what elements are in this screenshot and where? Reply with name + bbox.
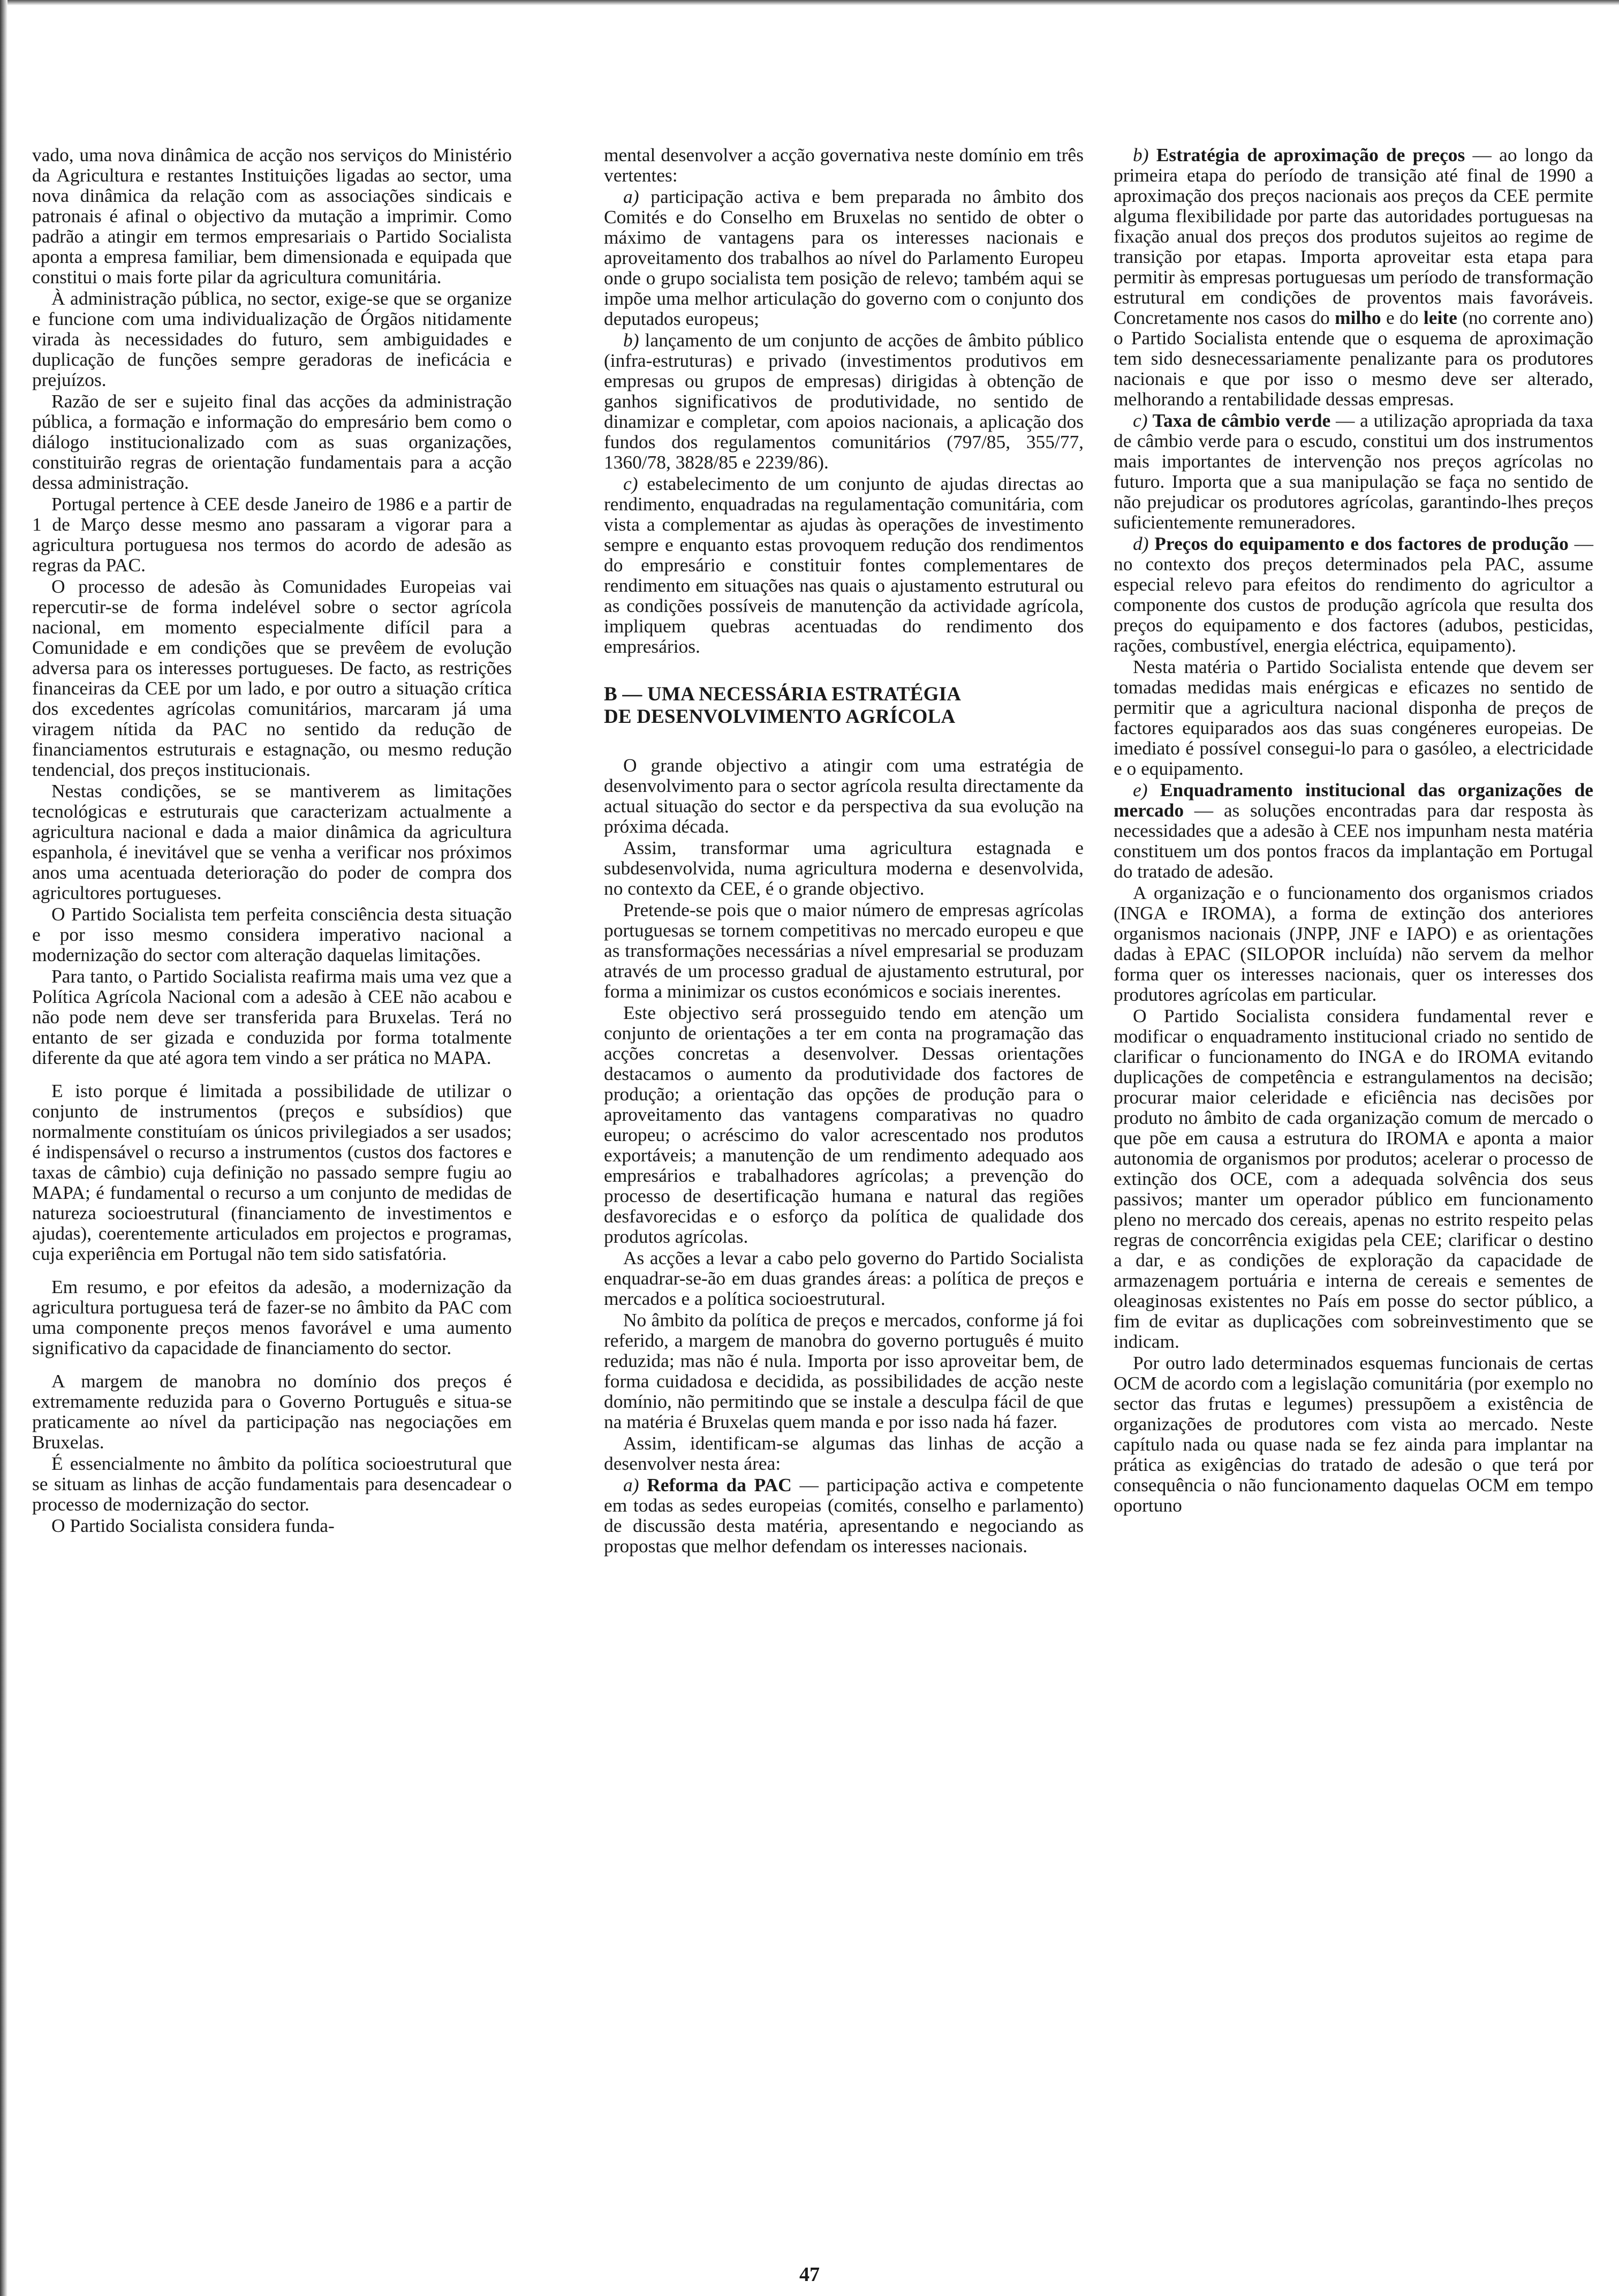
paragraph-text: estabelecimento de um conjunto de ajudas directas ao rendimento, enquadradas na regulamentação comunitária, com vista a complementar as ajudas às operações de investimento sempre e enquanto estas provoquem redução dos rendimentos do empresário e constituir fontes complementares de rendimento em situações nas quais o ajustamento estrutural ou as condições possíveis de manutenção da actividade agrícola, impliquem quebras acentuadas do rendimento dos empresários. (604, 473, 1084, 657)
paragraph: O grande objectivo a atingir com uma estratégia de desenvolvimento para o sector agrícola resulta directamente da actual situação do sector e da perspectiva da sua evolução na próxima década. (604, 754, 1084, 837)
paragraph: Portugal pertence à CEE desde Janeiro de 1986 e a partir de 1 de Março desse mesmo ano passaram a vigorar para a agricultura portuguesa nos termos do acordo de adesão as regras da PAC. (32, 493, 512, 576)
paragraph-text: participação activa e bem preparada no âmbito dos Comités e do Conselho em Bruxelas no sentido de obter o máximo de vantagens para os interesses nacionais e aproveitamento dos trabalhos ao nível do Parlamento Europeu onde o grupo socialista tem posição de relevo; também aqui se impõe uma melhor articulação do governo com o conjunto dos deputados europeus; (604, 186, 1084, 329)
list-item-title: Taxa de câmbio verde (1147, 410, 1331, 431)
list-marker: d) (1133, 533, 1149, 554)
paragraph: E isto porque é limitada a possibilidade de utilizar o conjunto de instrumentos (preços e subsídios) que normalmente constituíam os únicos privilegiados a ser usados; é indispensável o recurso a instrumentos (custos dos factores e taxas de câmbio) cuja definição no passado sempre fugiu ao MAPA; é fundamental o recurso a um conjunto de medidas de natureza socioestrutural (financiamento de investimentos e ajudas), coerentemente articulados em projectos e programas, cuja experiência em Portugal não tem sido satisfatória. (32, 1080, 512, 1264)
paragraph: vado, uma nova dinâmica de acção nos serviços do Ministério da Agricultura e restantes Instituições ligadas ao sector, uma nova dinâmica da relação com as associações sindicais e patronais é afinal o objectivo da mutação a imprimir. Como padrão a atingir em termos empresariais o Partido Socialista aponta a empresa familiar, bem dimensionada e equipada que constitui o mais forte pilar da agricultura comunitária. (32, 144, 512, 288)
scan-edge-left (0, 0, 7, 2296)
paragraph-text: — participação activa e competente em todas as sedes europeias (comités, conselho e parlamento) de discussão desta matéria, apresentando e negociando as propostas que melhor defendam os interesses nacionais. (604, 1474, 1084, 1557)
paragraph (604, 1475, 1084, 1556)
paragraph: A margem de manobra no domínio dos preços é extremamente reduzida para o Governo Português e situa-se praticamente ao nível da participação nas negociações em Bruxelas. (32, 1370, 512, 1453)
list-item-title: Enquadramento institucional das organizações de mercado (1114, 779, 1593, 821)
paragraph: As acções a levar a cabo pelo governo do Partido Socialista enquadrar-se-ão em duas grandes áreas: a política de preços e mercados e a política socioestrutural. (604, 1247, 1084, 1309)
paragraph: É essencialmente no âmbito da política socioestrutural que se situam as linhas de acção fundamentais para desencadear o processo de modernização do sector. (32, 1453, 512, 1515)
list-item-title: Estratégia de aproximação de preços (1148, 144, 1465, 165)
list-item-title: Reforma da PAC (639, 1474, 792, 1496)
text-column-3 (1114, 145, 1593, 1515)
page-number: 47 (799, 2263, 820, 2286)
paragraph (604, 186, 1084, 329)
paragraph (604, 330, 1084, 472)
section-heading-line: DE DESENVOLVIMENTO AGRÍCOLA (604, 706, 956, 728)
paragraph: Nestas condições, se se mantiverem as limitações tecnológicas e estruturais que caracterizam actualmente a agricultura nacional e dada a maior dinâmica da agricultura espanhola, é inevitável que se venha a verificar nos próximos anos uma acentuada deterioração do poder de compra dos agricultores portugueses. (32, 780, 512, 903)
list-marker: c) (623, 473, 638, 494)
list-marker: b) (1133, 144, 1149, 165)
paragraph (1114, 410, 1593, 532)
paragraph-text: (no corrente ano) o Partido Socialista entende que o esquema de aproximação tem sido desnecessariamente penalizante para os produtores nacionais e que por isso o mesmo deve ser alterado, melhorando a rentabilidade dessas empresas. (1114, 307, 1593, 410)
paragraph: Pretende-se pois que o maior número de empresas agrícolas portuguesas se tornem competitivas no mercado europeu e que as transformações necessárias a nível empresarial se produzam através de um processo gradual de ajustamento estrutural, por forma a minimizar os custos económicos e sociais inerentes. (604, 899, 1084, 1002)
paragraph-text: — ao longo da primeira etapa do período de transição até final de 1990 a aproximação dos preços nacionais aos preços da CEE permite alguma flexibilidade por parte das autoridades portuguesas na fixação anual dos preços dos produtos sujeitos ao regime de transição por etapas. Importa aproveitar esta etapa para permitir às empresas portuguesas um período de transformação estrutural em condições de proventos mais favoráveis. Concretamente nos casos do (1114, 144, 1594, 328)
scan-edge-top (0, 0, 1619, 5)
emphasis: milho (1335, 307, 1381, 328)
paragraph: Nesta matéria o Partido Socialista entende que devem ser tomadas medidas mais enérgicas e eficazes no sentido de permitir que a agricultura nacional disponha de preços de factores equiparados aos das suas congéneres europeias. De imediato é possível consegui-lo para o gasóleo, a electricidade e o equipamento. (1114, 656, 1593, 779)
text-column-2 (604, 145, 1084, 1556)
paragraph: Assim, identificam-se algumas das linhas de acção a desenvolver nesta área: (604, 1432, 1084, 1474)
paragraph: O Partido Socialista tem perfeita consciência desta situação e por isso mesmo considera imperativo nacional a modernização do sector com alteração daquelas limitações. (32, 903, 512, 965)
section-heading (604, 683, 1084, 728)
list-item-title: Preços do equipamento e dos factores de produção (1148, 533, 1569, 554)
paragraph: O Partido Socialista considera fundamental rever e modificar o enquadramento institucional criado no sentido de clarificar o funcionamento do INGA e do IROMA evitando duplicações de competência e estrangulamentos na decisão; procurar maior celeridade e eficiência nas decisões por produto no âmbito de cada organização comum de mercado o que põe em causa a estrutura do IROMA e aponta a maior autonomia de organismos por produtos; acelerar o processo de extinção dos OCE, com a adequada solvência dos seus passivos; manter um operador público em funcionamento pleno no mercado dos cereais, apenas no estrito respeito pelas regras de concorrência exigidas pela CEE; clarificar o destino a dar, e as condições de exploração da capacidade de armazenagem portuária e interna de cereais e sementes de oleaginosas existentes no País em posse do sector público, a fim de evitar as duplicações com sobreinvestimento que se indicam. (1114, 1005, 1593, 1352)
list-marker: e) (1133, 779, 1148, 800)
text-column-1 (32, 145, 512, 1536)
paragraph: No âmbito da política de preços e mercados, conforme já foi referido, a margem de manobra do governo português é muito reduzida; mas não é nula. Importa por isso aproveitar bem, de forma cuidadosa e decidida, as possibilidades de acção neste domínio, não permitindo que se instale a desculpa fácil de que na matéria é Bruxelas quem manda e por isso nada há fazer. (604, 1309, 1084, 1432)
paragraph: Este objectivo será prosseguido tendo em atenção um conjunto de orientações a ter em conta na programação das acções concretas a desenvolver. Dessas orientações destacamos o aumento da produtividade dos factores de produção; a orientação das opções de produção para o aproveitamento das vantagens comparativas no quadro europeu; o acréscimo do valor acrescentado nos produtos exportáveis; a manutenção de um rendimento adequado aos empresários e trabalhadores agrícolas; a prevenção do processo de desertificação humana e natural das regiões desfavorecidas e o esforço da política de qualidade dos produtos agrícolas. (604, 1002, 1084, 1247)
list-marker: c) (1133, 410, 1148, 431)
paragraph: A organização e o funcionamento dos organismos criados (INGA e IROMA), a forma de extinção dos anteriores organismos nacionais (JNPP, JNF e IAPO) e as orientações dadas à EPAC (SILOPOR incluída) não servem da melhor forma quer os interesses nacionais, quer os interesses dos produtores agrícolas em particular. (1114, 882, 1593, 1005)
paragraph: Por outro lado determinados esquemas funcionais de certas OCM de acordo com a legislação comunitária (por exemplo no sector das frutas e legumes) pressupõem a existência de organizações de produtores com vista ao mercado. Neste capítulo nada ou quase nada se fez ainda para implantar na prática as exigências do tratado de adesão o que terá por consequência o não funcionamento daquelas OCM em tempo oportuno (1114, 1352, 1593, 1516)
paragraph-text: — a utilização apropriada da taxa de câmbio verde para o escudo, constitui um dos instrumentos mais importantes de intervenção nos preços agrícolas no futuro. Importa que a sua manipulação se faça no sentido de não prejudicar os produtores agrícolas, garantindo-lhes preços suficientemente remuneradores. (1114, 410, 1593, 533)
paragraph (1114, 780, 1593, 881)
paragraph: Em resumo, e por efeitos da adesão, a modernização da agricultura portuguesa terá de fazer-se no âmbito da PAC com uma componente preços menos favorável e uma aumento significativo da capacidade de financiamento do sector. (32, 1276, 512, 1358)
list-marker: a) (623, 186, 639, 207)
paragraph-text: e do (1381, 307, 1424, 328)
paragraph (1114, 533, 1593, 655)
emphasis: leite (1423, 307, 1457, 328)
section-heading-line: B — UMA NECESSÁRIA ESTRATÉGIA (604, 683, 962, 705)
paragraph: Para tanto, o Partido Socialista reafirma mais uma vez que a Política Agrícola Nacional com a adesão à CEE não acabou e não pode nem deve ser transferida para Bruxelas. Terá no entanto de ser gizada e conduzida por forma totalmente diferente da que até agora tem vindo a ser prática no MAPA. (32, 965, 512, 1068)
paragraph: Assim, transformar uma agricultura estagnada e subdesenvolvida, numa agricultura moderna e desenvolvida, no contexto da CEE, é o grande objectivo. (604, 837, 1084, 899)
paragraph (604, 473, 1084, 656)
paragraph-text: — no contexto dos preços determinados pela PAC, assume especial relevo para efeitos do rendimento do agricultor a componente dos custos de produção agrícola que resulta dos preços do equipamento e dos factores (adubos, pesticidas, rações, combustível, energia eléctrica, equipamento). (1114, 533, 1593, 656)
paragraph (1114, 145, 1593, 409)
paragraph-text: lançamento de um conjunto de acções de âmbito público (infra-estruturas) e privado (investimentos produtivos em empresas ou grupos de empresas) dirigidas à obtenção de ganhos significativos de produtividade, no sentido de dinamizar e completar, com apoios nacionais, a aplicação dos fundos dos regulamentos comunitários (797/85, 355/77, 1360/78, 3828/85 e 2239/86). (604, 329, 1084, 473)
paragraph: mental desenvolver a acção governativa neste domínio em três vertentes: (604, 144, 1084, 186)
paragraph: À administração pública, no sector, exige-se que se organize e funcione com uma individualização de Órgãos nitidamente virada às necessidades do futuro, sem ambiguidades e duplicação de funções sempre geradoras de ineficácia e prejuízos. (32, 288, 512, 390)
list-marker: b) (623, 329, 639, 351)
paragraph: O processo de adesão às Comunidades Europeias vai repercutir-se de forma indelével sobre o sector agrícola nacional, em momento especialmente difícil para a Comunidade e em condições que se prevêem de evolução adversa para os interesses portugueses. De facto, as restrições financeiras da CEE por um lado, e por outro a situação crítica dos excedentes agrícolas comunitários, marcaram já uma viragem nítida da PAC no sentido da redução de financiamentos estruturais e estagnação, ou mesmo redução tendencial, dos preços institucionais. (32, 576, 512, 780)
paragraph-text: — as soluções encontradas para dar resposta às necessidades que a adesão à CEE nos impunham nesta matéria constituem um dos pontos fracos da implantação em Portugal do tratado de adesão. (1114, 799, 1593, 882)
paragraph: Razão de ser e sujeito final das acções da administração pública, a formação e informação do empresário bem como o diálogo institucionalizado com as suas organizações, constituirão regras de orientação fundamentais para a acção dessa administração. (32, 390, 512, 493)
list-marker: a) (623, 1474, 639, 1496)
paragraph: O Partido Socialista considera funda- (51, 1515, 335, 1536)
